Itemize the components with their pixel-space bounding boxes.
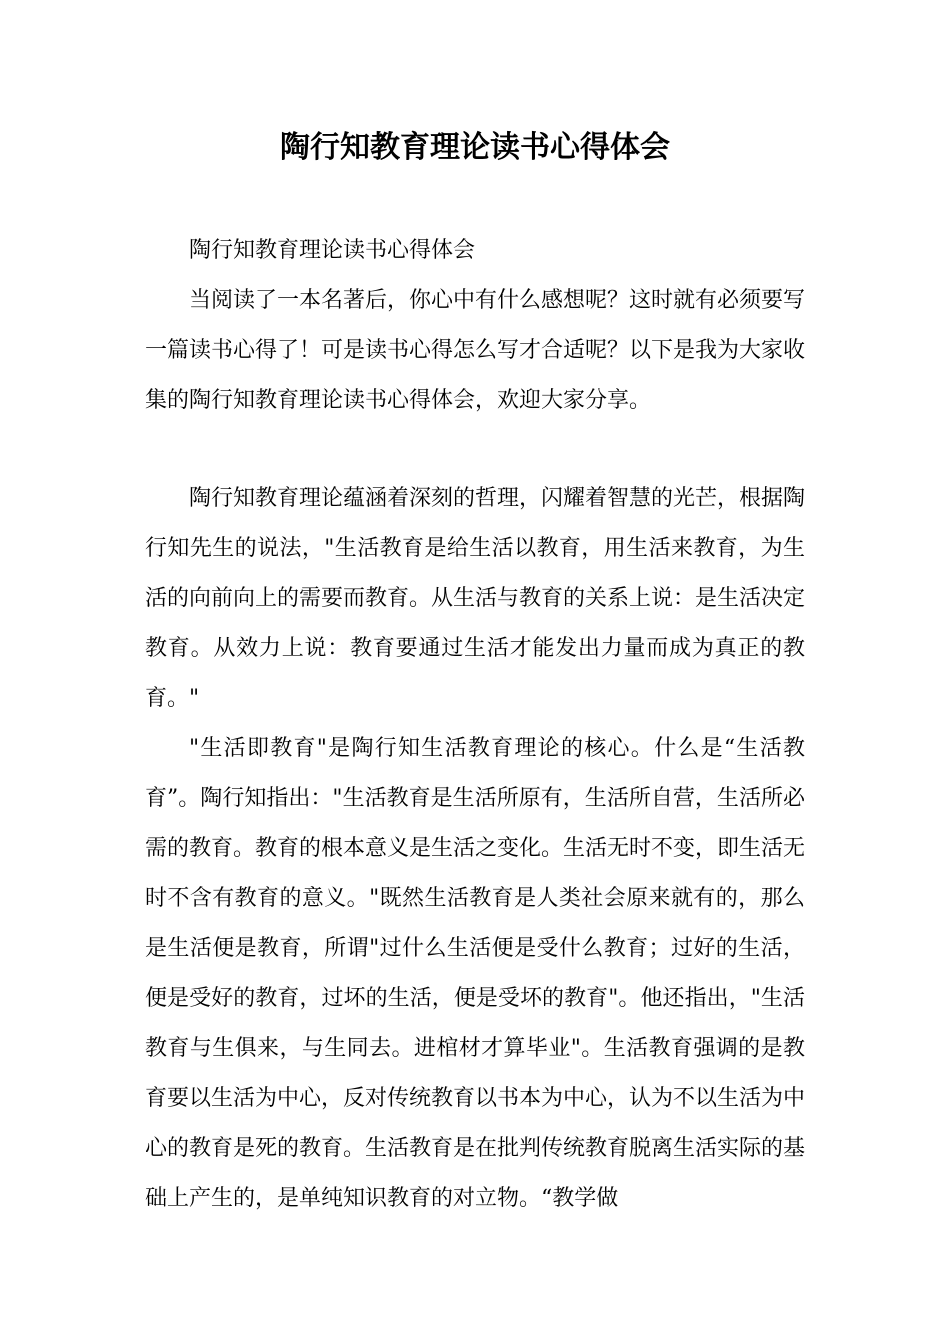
intro-paragraph: 当阅读了一本名著后，你心中有什么感想呢？这时就有必须要写一篇读书心得了！可是读书心得怎么写才合适呢？以下是我为大家收集的陶行知教育理论读书心得体会，欢迎大家分享。: [145, 288, 806, 413]
main-section: [145, 474, 805, 1224]
subtitle-paragraph: 陶行知教育理论读书心得体会: [189, 238, 476, 263]
document-title: 陶行知教育理论读书心得体会: [280, 130, 670, 165]
body-paragraph-2: "生活即教育"是陶行知生活教育理论的核心。什么是“生活教育”。陶行知指出："生活教育是生活所原有，生活所自营，生活所必需的教育。教育的根本意义是生活之变化。生活无时不变，即生活无时不含有教育的意义。"既然生活教育是人类社会原来就有的，那么是生活便是教育，所谓"过什么生活便是受什么教育；过好的生活，便是受好的教育，过坏的生活，便是受坏的教育"。他还指出，"生活教育与生俱来，与生同去。进棺材才算毕业"。生活教育强调的是教育要以生活为中心，反对传统教育以书本为中心，认为不以生活为中心的教育是死的教育。生活教育是在批判传统教育脱离生活实际的基础上产生的，是单纯知识教育的对立物。“教学做: [145, 736, 806, 1211]
intro-section: [145, 226, 805, 426]
body-paragraph-1: 陶行知教育理论蕴涵着深刻的哲理，闪耀着智慧的光芒，根据陶行知先生的说法，"生活教育是给生活以教育，用生活来教育，为生活的向前向上的需要而教育。从生活与教育的关系上说：是生活决定教育。从效力上说：教育要通过生活才能发出力量而成为真正的教育。": [145, 486, 806, 711]
